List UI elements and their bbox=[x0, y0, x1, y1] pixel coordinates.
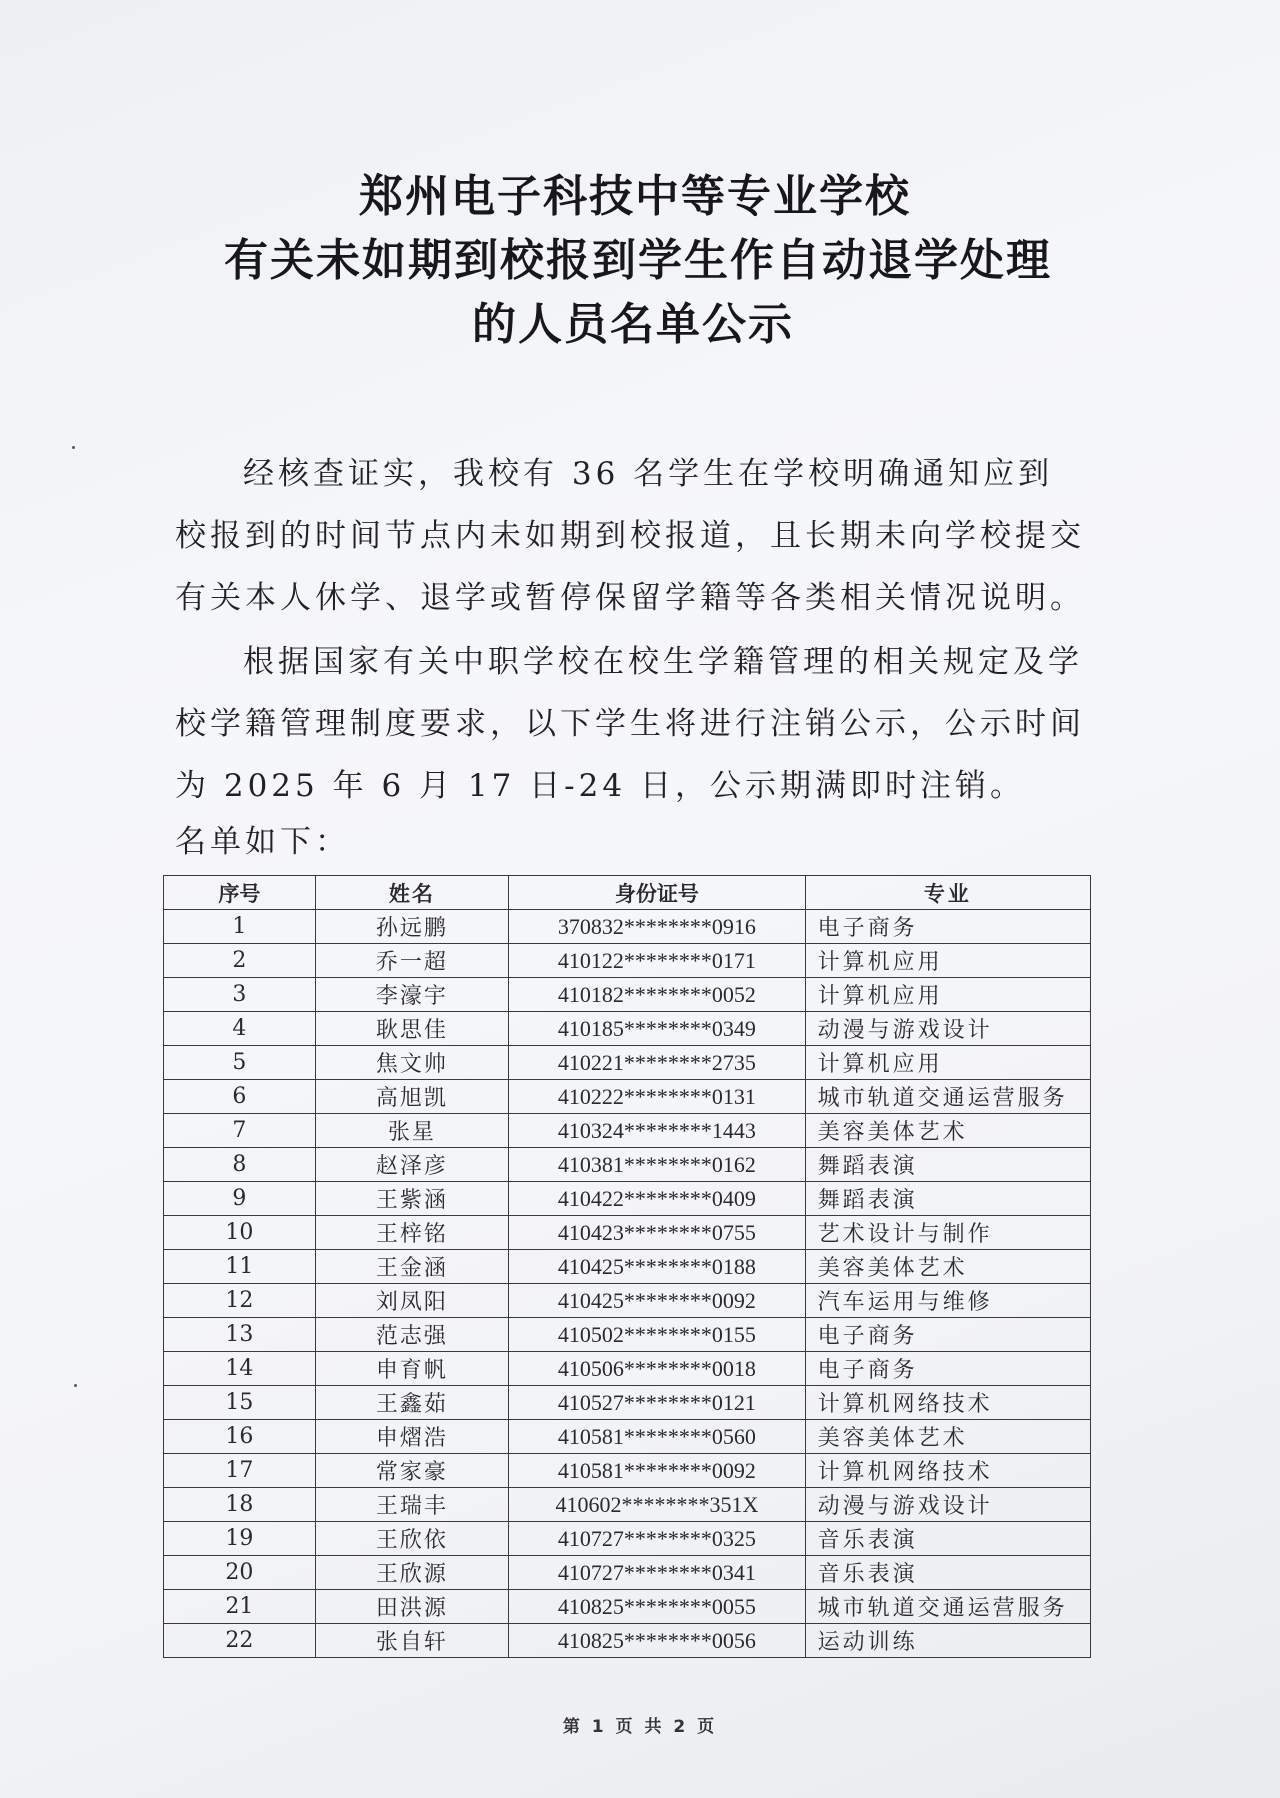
paper-speck bbox=[72, 446, 75, 449]
page-number: 第 1 页 共 2 页 bbox=[562, 1717, 718, 1737]
cell-name: 乔一超 bbox=[315, 944, 508, 978]
notice-title bbox=[0, 165, 1280, 357]
cell-name: 焦文帅 bbox=[315, 1046, 508, 1080]
cell-index: 12 bbox=[164, 1284, 316, 1318]
cell-name: 王欣依 bbox=[315, 1522, 508, 1556]
cell-index: 17 bbox=[164, 1454, 316, 1488]
table-row bbox=[164, 1250, 1091, 1284]
cell-index: 22 bbox=[164, 1624, 316, 1658]
cell-name: 申育帆 bbox=[315, 1352, 508, 1386]
table-row bbox=[164, 1080, 1091, 1114]
cell-index: 19 bbox=[164, 1522, 316, 1556]
table-row bbox=[164, 1488, 1091, 1522]
table-body bbox=[164, 910, 1091, 1658]
cell-major: 运动训练 bbox=[805, 1624, 1090, 1658]
cell-index: 4 bbox=[164, 1012, 316, 1046]
cell-major: 城市轨道交通运营服务 bbox=[805, 1080, 1090, 1114]
cell-id-number: 410581********0092 bbox=[509, 1454, 806, 1488]
title-line-1: 郑州电子科技中等专业学校 bbox=[359, 171, 911, 222]
cell-index: 5 bbox=[164, 1046, 316, 1080]
student-roster-table bbox=[163, 875, 1091, 1658]
cell-name: 李濠宇 bbox=[315, 978, 508, 1012]
header-name: 姓名 bbox=[315, 876, 508, 910]
cell-id-number: 410222********0131 bbox=[509, 1080, 806, 1114]
cell-index: 16 bbox=[164, 1420, 316, 1454]
paper-speck bbox=[74, 1384, 77, 1387]
cell-major: 音乐表演 bbox=[805, 1556, 1090, 1590]
cell-id-number: 410825********0055 bbox=[509, 1590, 806, 1624]
cell-major: 电子商务 bbox=[805, 1352, 1090, 1386]
cell-major: 美容美体艺术 bbox=[805, 1114, 1090, 1148]
cell-index: 9 bbox=[164, 1182, 316, 1216]
cell-id-number: 410221********2735 bbox=[509, 1046, 806, 1080]
cell-major: 汽车运用与维修 bbox=[805, 1284, 1090, 1318]
list-intro: 名单如下： bbox=[175, 824, 350, 860]
cell-index: 21 bbox=[164, 1590, 316, 1624]
table-row bbox=[164, 1454, 1091, 1488]
cell-major: 计算机应用 bbox=[805, 1046, 1090, 1080]
title-line-3: 的人员名单公示 bbox=[472, 299, 794, 350]
header-id-number: 身份证号 bbox=[509, 876, 806, 910]
cell-major: 计算机应用 bbox=[805, 978, 1090, 1012]
cell-name: 申熠浩 bbox=[315, 1420, 508, 1454]
cell-index: 3 bbox=[164, 978, 316, 1012]
cell-major: 动漫与游戏设计 bbox=[805, 1488, 1090, 1522]
cell-index: 15 bbox=[164, 1386, 316, 1420]
table-row bbox=[164, 910, 1091, 944]
header-major: 专业 bbox=[805, 876, 1090, 910]
cell-major: 计算机应用 bbox=[805, 944, 1090, 978]
cell-id-number: 410423********0755 bbox=[509, 1216, 806, 1250]
table-row bbox=[164, 1318, 1091, 1352]
table-header-row bbox=[164, 876, 1091, 910]
cell-id-number: 410727********0325 bbox=[509, 1522, 806, 1556]
cell-major: 美容美体艺术 bbox=[805, 1250, 1090, 1284]
table-row bbox=[164, 1114, 1091, 1148]
cell-name: 王瑞丰 bbox=[315, 1488, 508, 1522]
table-row bbox=[164, 1216, 1091, 1250]
cell-index: 11 bbox=[164, 1250, 316, 1284]
cell-id-number: 410425********0188 bbox=[509, 1250, 806, 1284]
cell-id-number: 410727********0341 bbox=[509, 1556, 806, 1590]
table-row bbox=[164, 1522, 1091, 1556]
cell-id-number: 410506********0018 bbox=[509, 1352, 806, 1386]
cell-index: 6 bbox=[164, 1080, 316, 1114]
cell-name: 王鑫茹 bbox=[315, 1386, 508, 1420]
cell-name: 范志强 bbox=[315, 1318, 508, 1352]
cell-name: 高旭凯 bbox=[315, 1080, 508, 1114]
table-row bbox=[164, 1182, 1091, 1216]
cell-name: 孙远鹏 bbox=[315, 910, 508, 944]
cell-major: 城市轨道交通运营服务 bbox=[805, 1590, 1090, 1624]
cell-id-number: 410602********351X bbox=[509, 1488, 806, 1522]
cell-major: 电子商务 bbox=[805, 910, 1090, 944]
cell-id-number: 410185********0349 bbox=[509, 1012, 806, 1046]
cell-name: 赵泽彦 bbox=[315, 1148, 508, 1182]
table-row bbox=[164, 1352, 1091, 1386]
cell-index: 2 bbox=[164, 944, 316, 978]
cell-name: 耿思佳 bbox=[315, 1012, 508, 1046]
cell-index: 18 bbox=[164, 1488, 316, 1522]
table-row bbox=[164, 1046, 1091, 1080]
cell-name: 王欣源 bbox=[315, 1556, 508, 1590]
cell-index: 10 bbox=[164, 1216, 316, 1250]
cell-index: 1 bbox=[164, 910, 316, 944]
cell-major: 艺术设计与制作 bbox=[805, 1216, 1090, 1250]
cell-index: 20 bbox=[164, 1556, 316, 1590]
table-row bbox=[164, 1012, 1091, 1046]
table-row bbox=[164, 944, 1091, 978]
cell-id-number: 410581********0560 bbox=[509, 1420, 806, 1454]
cell-index: 13 bbox=[164, 1318, 316, 1352]
table-row bbox=[164, 1590, 1091, 1624]
cell-major: 舞蹈表演 bbox=[805, 1182, 1090, 1216]
cell-name: 王梓铭 bbox=[315, 1216, 508, 1250]
cell-index: 14 bbox=[164, 1352, 316, 1386]
cell-name: 王紫涵 bbox=[315, 1182, 508, 1216]
cell-name: 张星 bbox=[315, 1114, 508, 1148]
cell-name: 常家豪 bbox=[315, 1454, 508, 1488]
cell-name: 王金涵 bbox=[315, 1250, 508, 1284]
cell-id-number: 370832********0916 bbox=[509, 910, 806, 944]
cell-index: 7 bbox=[164, 1114, 316, 1148]
table-row bbox=[164, 1284, 1091, 1318]
cell-name: 田洪源 bbox=[315, 1590, 508, 1624]
paragraph-verification: 经核查证实，我校有 36 名学生在学校明确通知应到校报到的时间节点内未如期到校报道，且长期未向学校提交有关本人休学、退学或暂停保留学籍等各类相关情况说明。 bbox=[175, 456, 1085, 616]
cell-name: 刘凤阳 bbox=[315, 1284, 508, 1318]
header-index: 序号 bbox=[164, 876, 316, 910]
cell-major: 舞蹈表演 bbox=[805, 1148, 1090, 1182]
table-row bbox=[164, 1624, 1091, 1658]
cell-index: 8 bbox=[164, 1148, 316, 1182]
table-row bbox=[164, 978, 1091, 1012]
title-line-2: 有关未如期到校报到学生作自动退学处理 bbox=[224, 235, 1052, 286]
cell-major: 计算机网络技术 bbox=[805, 1386, 1090, 1420]
cell-id-number: 410422********0409 bbox=[509, 1182, 806, 1216]
cell-id-number: 410182********0052 bbox=[509, 978, 806, 1012]
table-row bbox=[164, 1148, 1091, 1182]
cell-id-number: 410122********0171 bbox=[509, 944, 806, 978]
cell-id-number: 410381********0162 bbox=[509, 1148, 806, 1182]
cell-major: 音乐表演 bbox=[805, 1522, 1090, 1556]
table-row bbox=[164, 1556, 1091, 1590]
cell-id-number: 410825********0056 bbox=[509, 1624, 806, 1658]
paragraph-regulation: 根据国家有关中职学校在校生学籍管理的相关规定及学校学籍管理制度要求，以下学生将进行注销公示，公示时间为 2025 年 6 月 17 日-24 日，公示期满即时注销。 bbox=[175, 644, 1085, 804]
cell-major: 动漫与游戏设计 bbox=[805, 1012, 1090, 1046]
cell-major: 计算机网络技术 bbox=[805, 1454, 1090, 1488]
table-row bbox=[164, 1420, 1091, 1454]
cell-id-number: 410502********0155 bbox=[509, 1318, 806, 1352]
cell-major: 电子商务 bbox=[805, 1318, 1090, 1352]
cell-name: 张自轩 bbox=[315, 1624, 508, 1658]
cell-major: 美容美体艺术 bbox=[805, 1420, 1090, 1454]
table-row bbox=[164, 1386, 1091, 1420]
cell-id-number: 410425********0092 bbox=[509, 1284, 806, 1318]
cell-id-number: 410527********0121 bbox=[509, 1386, 806, 1420]
cell-id-number: 410324********1443 bbox=[509, 1114, 806, 1148]
